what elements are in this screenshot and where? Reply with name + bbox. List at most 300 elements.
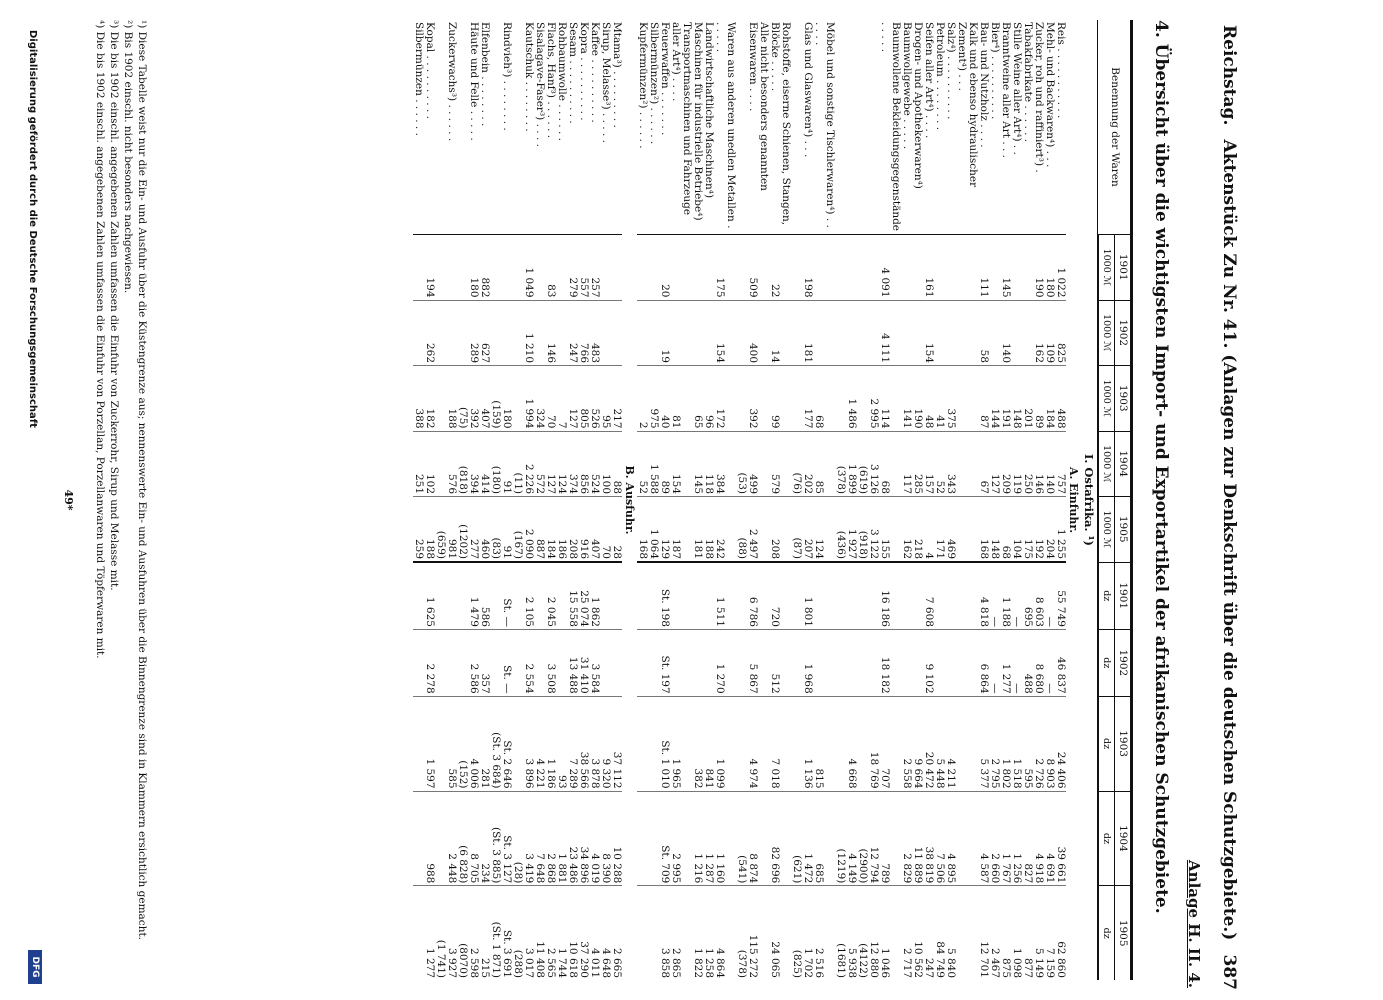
value-cell-mark: 184 [1044, 366, 1055, 432]
value-cell-mark: 285 [912, 431, 923, 497]
commodity-name: Sisalagave-Faser³) . . . . [534, 20, 545, 235]
value-cell-dz: 488 [1022, 629, 1033, 696]
value-cell-dz [736, 562, 747, 629]
value-cell-dz [611, 562, 622, 629]
commodity-name [512, 20, 523, 235]
value-cell-dz: — [989, 562, 1000, 629]
value-cell-mark: 202 [802, 431, 813, 497]
value-cell-dz: 8 874 [747, 791, 769, 886]
value-cell-dz: 10 618 [567, 886, 578, 980]
value-cell-dz: 18 182 [879, 629, 901, 696]
value-cell-dz: 595 [1022, 696, 1033, 791]
table-row [846, 20, 857, 980]
value-cell-dz [637, 886, 648, 980]
value-cell-dz: 7 289 [567, 696, 578, 791]
value-cell-dz [435, 791, 446, 886]
value-cell-dz: (St. 3 684) [490, 696, 501, 791]
value-cell-mark [692, 235, 703, 301]
value-cell-dz: 1 258 [703, 886, 714, 980]
value-cell-mark: 154 [923, 300, 934, 366]
value-cell-mark [457, 235, 468, 301]
value-cell-mark: 67 [978, 431, 989, 497]
value-cell-mark: 407 [479, 366, 490, 432]
value-cell-mark: 1 022 [1055, 235, 1066, 301]
commodity-name: Mehl- und Backwaren⁴) . . . [1044, 20, 1055, 235]
value-cell-mark: 1 994 [523, 366, 534, 432]
value-cell-mark: 2 [637, 366, 648, 432]
value-cell-dz [512, 629, 523, 696]
year-header: 1905 [1115, 886, 1132, 980]
value-cell-dz: 1 277 [424, 886, 435, 980]
value-cell-mark: (75) [457, 366, 468, 432]
value-cell-mark: 247 [567, 300, 578, 366]
value-cell-dz: 38 819 [923, 791, 934, 886]
commodity-name: Baumwollene Bekleidungsgegenstände . . . . . [879, 20, 901, 235]
table-row [791, 20, 802, 980]
value-cell-dz [835, 562, 846, 629]
value-cell-dz: 24 065 [769, 886, 791, 980]
value-cell-dz: 31 410 [578, 629, 589, 696]
value-cell-mark: 187 [670, 497, 692, 563]
value-cell-dz: (152) [457, 696, 468, 791]
value-cell-mark [435, 300, 446, 366]
value-cell-dz: 827 [1022, 791, 1033, 886]
value-cell-dz [600, 629, 611, 696]
value-cell-mark [846, 300, 857, 366]
value-cell-dz: 1 744 [556, 886, 567, 980]
value-cell-mark: 259 [413, 497, 424, 563]
value-cell-mark: 414 [479, 431, 490, 497]
value-cell-mark: 981 [446, 497, 457, 563]
table-row [956, 20, 978, 980]
value-cell-mark [534, 300, 545, 366]
value-cell-mark: 22 [769, 235, 791, 301]
value-cell-dz: 15 558 [567, 562, 578, 629]
value-cell-dz: 1 216 [692, 791, 703, 886]
value-cell-dz: 7 506 [934, 791, 945, 886]
value-cell-dz: 3 927 [446, 886, 457, 980]
value-cell-mark [857, 366, 868, 432]
value-cell-mark [611, 235, 622, 301]
value-cell-mark: 91 [501, 497, 512, 563]
value-cell-mark: 88 [611, 431, 622, 497]
value-cell-dz: (1219) [835, 791, 846, 886]
header-center: Aktenstück Zu Nr. 41. (Anlagen zur Denkschrift über die deutschen Schutzgebiete.) [1219, 139, 1239, 941]
value-cell-mark: 277 [468, 497, 479, 563]
value-cell-dz: 8 680 [1033, 629, 1044, 696]
value-cell-mark [934, 300, 945, 366]
value-cell-mark: 188 [446, 366, 457, 432]
commodity-name [868, 20, 879, 235]
value-cell-mark [1022, 235, 1033, 301]
commodity-name: Petroleum . . . . . . . . [934, 20, 945, 235]
value-cell-mark [648, 235, 659, 301]
value-cell-dz: 247 [923, 886, 934, 980]
value-cell-mark [556, 300, 567, 366]
value-cell-dz [446, 629, 457, 696]
value-cell-dz [637, 696, 648, 791]
value-cell-mark [600, 235, 611, 301]
value-cell-mark: 392 [747, 366, 769, 432]
value-cell-mark: 374 [567, 431, 578, 497]
value-cell-dz: 2 865 [670, 886, 692, 980]
value-cell-mark [912, 235, 923, 301]
unit-header: 1000 ℳ [1098, 366, 1115, 432]
commodity-name: Glas und Glaswaren⁴) . . . [802, 20, 813, 235]
commodity-name [846, 20, 857, 235]
value-cell-dz [413, 791, 424, 886]
value-cell-mark: 207 [802, 497, 813, 563]
value-cell-dz: 5 867 [747, 629, 769, 696]
value-cell-mark: 127 [545, 431, 556, 497]
value-cell-dz: 1 472 [802, 791, 813, 886]
value-cell-dz: 4 006 [468, 696, 479, 791]
value-cell-dz: 4 149 [846, 791, 857, 886]
value-cell-dz: 24 406 [1055, 696, 1066, 791]
value-cell-mark: 343 [945, 431, 956, 497]
value-cell-mark: 1 588 [648, 431, 659, 497]
unit-header: 1000 ℳ [1098, 497, 1115, 563]
value-cell-dz [556, 629, 567, 696]
commodity-name: Häute und Felle . . . . . [468, 20, 479, 235]
value-cell-dz: 2 598 [468, 886, 479, 980]
table-row [703, 20, 714, 980]
year-header: 1903 [1115, 366, 1132, 432]
table-row [736, 20, 747, 980]
value-cell-dz: (1 741) [435, 886, 446, 980]
commodity-name: Zuckerwachs³) . . . . . . [446, 20, 457, 235]
value-cell-dz: 4 974 [747, 696, 769, 791]
unit-header: dz [1098, 791, 1115, 886]
value-cell-mark [868, 300, 879, 366]
value-cell-mark: (53) [736, 431, 747, 497]
value-cell-dz [791, 696, 802, 791]
value-cell-mark: 65 [692, 366, 703, 432]
value-cell-dz: (28) [512, 791, 523, 886]
value-cell-dz [648, 629, 659, 696]
commodity-name: Silbermünzen . . . . . . [413, 20, 424, 235]
value-cell-dz: 1 256 [1011, 791, 1022, 886]
value-cell-mark: 4 111 [879, 300, 901, 366]
value-cell-dz: 9 320 [600, 696, 611, 791]
table-row [501, 20, 512, 980]
commodity-name: Alle nicht besonders genannten Eisenwaren . . . . [747, 20, 769, 235]
value-cell-mark [413, 300, 424, 366]
table-row [670, 20, 692, 980]
value-cell-mark: (76) [791, 431, 802, 497]
value-cell-dz [857, 629, 868, 696]
commodity-name: Sesam . . . . . . . . . . [567, 20, 578, 235]
value-cell-dz: 695 [1022, 562, 1033, 629]
value-cell-mark: 324 [534, 366, 545, 432]
value-cell-mark: 250 [1022, 431, 1033, 497]
value-cell-dz: — [1011, 629, 1022, 696]
value-cell-dz [413, 886, 424, 980]
value-cell-mark [611, 300, 622, 366]
value-cell-dz: 62 860 [1055, 886, 1066, 980]
value-cell-dz: St. 197 [659, 629, 670, 696]
value-cell-dz: 1 702 [802, 886, 813, 980]
value-cell-dz [868, 562, 879, 629]
value-cell-mark: 887 [534, 497, 545, 563]
value-cell-dz: 1 965 [670, 696, 692, 791]
commodity-name: Feuerwaffen . . . . . . . [659, 20, 670, 235]
value-cell-dz: 3 584 [589, 629, 600, 696]
value-cell-dz [435, 562, 446, 629]
value-cell-dz [692, 629, 703, 696]
value-cell-mark [637, 235, 648, 301]
year-header: 1901 [1115, 235, 1132, 301]
value-cell-dz: 2 105 [523, 562, 534, 629]
value-cell-mark: 217 [611, 366, 622, 432]
value-cell-dz: 2 995 [670, 791, 692, 886]
value-cell-dz: St. 3 691 [501, 886, 512, 980]
value-cell-dz: (541) [736, 791, 747, 886]
value-cell-mark: 172 [714, 366, 736, 432]
value-cell-mark: 190 [1033, 235, 1044, 301]
value-cell-mark: 155 [879, 497, 901, 563]
value-cell-mark [648, 300, 659, 366]
value-cell-mark: 181 [802, 300, 813, 366]
value-cell-mark: 52 [637, 431, 648, 497]
value-cell-dz: 3 017 [523, 886, 534, 980]
value-cell-dz [446, 562, 457, 629]
table-row [835, 20, 846, 980]
value-cell-mark: 3 122 [868, 497, 879, 563]
value-cell-dz: 4 691 [1044, 791, 1055, 886]
value-cell-dz: 4 895 [945, 791, 956, 886]
value-cell-dz: 1 046 [879, 886, 901, 980]
value-cell-mark: 191 [1000, 366, 1011, 432]
value-cell-mark: 182 [424, 366, 435, 432]
year-header-row [1115, 20, 1132, 980]
value-cell-dz: 13 488 [567, 629, 578, 696]
value-cell-mark: 52 [934, 431, 945, 497]
value-cell-mark [835, 366, 846, 432]
value-cell-mark [670, 300, 692, 366]
value-cell-mark [736, 300, 747, 366]
value-cell-dz: 34 896 [578, 791, 589, 886]
value-cell-dz: — [1044, 629, 1055, 696]
value-cell-mark: 111 [978, 235, 989, 301]
value-cell-dz: (621) [791, 791, 802, 886]
value-cell-mark [692, 300, 703, 366]
value-cell-mark [901, 235, 912, 301]
value-cell-dz: — [1044, 562, 1055, 629]
value-cell-dz: 3 508 [545, 629, 556, 696]
value-cell-dz [611, 629, 622, 696]
value-cell-mark: 19 [659, 300, 670, 366]
value-cell-mark: 3 126 [868, 431, 879, 497]
value-cell-mark: 180 [1044, 235, 1055, 301]
value-cell-dz: (288) [512, 886, 523, 980]
value-cell-mark: 1 255 [1055, 497, 1066, 563]
value-cell-mark [512, 300, 523, 366]
value-cell-dz: 1 511 [714, 562, 736, 629]
value-cell-mark [490, 300, 501, 366]
table-row [637, 20, 648, 980]
value-cell-mark: 208 [769, 497, 791, 563]
year-header: 1904 [1115, 431, 1132, 497]
commodity-name: Landwirtschaftliche Maschinen⁴) [703, 20, 714, 235]
table-row [989, 20, 1000, 980]
commodity-name [791, 20, 802, 235]
value-cell-dz: 1 188 [1000, 562, 1011, 629]
table-row [611, 20, 622, 980]
year-header: 1904 [1115, 791, 1132, 886]
value-cell-mark: 194 [424, 235, 435, 301]
appendix-label: Anlage H. II. 4. [1185, 860, 1203, 988]
value-cell-dz: 1 881 [556, 791, 567, 886]
value-cell-mark [791, 300, 802, 366]
value-cell-dz: St. — [501, 629, 512, 696]
value-cell-dz [956, 791, 978, 886]
value-cell-mark: 175 [714, 235, 736, 301]
value-cell-dz: 1 597 [424, 696, 435, 791]
value-cell-mark: 375 [945, 366, 956, 432]
value-cell-dz: St. 198 [659, 562, 670, 629]
value-cell-dz: 3 419 [523, 791, 534, 886]
value-cell-mark: 4 [923, 497, 934, 563]
value-cell-dz: 357 [479, 629, 490, 696]
value-cell-dz: 2 717 [901, 886, 912, 980]
value-cell-dz [835, 629, 846, 696]
value-cell-dz: 25 074 [578, 562, 589, 629]
value-cell-dz: 2 795 [989, 696, 1000, 791]
value-cell-dz: 46 837 [1055, 629, 1066, 696]
trade-table [413, 20, 1133, 980]
value-cell-mark: 1 210 [523, 300, 534, 366]
table-row [578, 20, 589, 980]
value-cell-mark: 81 [670, 366, 692, 432]
value-cell-dz [413, 629, 424, 696]
value-cell-dz: 12 794 [868, 791, 879, 886]
value-cell-dz: 4 864 [714, 886, 736, 980]
table-row [1011, 20, 1022, 980]
value-cell-dz [956, 562, 978, 629]
value-cell-mark: 499 [747, 431, 769, 497]
value-cell-dz: 4 668 [846, 696, 857, 791]
value-cell-dz: 1 767 [1000, 791, 1011, 886]
value-cell-mark [835, 235, 846, 301]
commodity-name: Sirup, Melasse³) . . . . . [600, 20, 611, 235]
value-cell-mark: 805 [578, 366, 589, 432]
value-cell-mark: 916 [578, 497, 589, 563]
year-header: 1903 [1115, 696, 1132, 791]
value-cell-dz [490, 562, 501, 629]
value-cell-dz: 234 [479, 791, 490, 886]
value-cell-mark: 526 [589, 366, 600, 432]
table-row [923, 20, 934, 980]
value-cell-dz: 10 562 [912, 886, 923, 980]
value-cell-mark: 40 [659, 366, 670, 432]
value-cell-mark: 7 [556, 366, 567, 432]
value-cell-mark: (83) [490, 497, 501, 563]
value-cell-dz: 4 918 [1033, 791, 1044, 886]
unit-header: dz [1098, 886, 1115, 980]
value-cell-mark: 384 [714, 431, 736, 497]
value-cell-mark: 257 [589, 235, 600, 301]
value-cell-dz [637, 562, 648, 629]
value-cell-mark: 175 [1022, 497, 1033, 563]
value-cell-mark: (659) [435, 497, 446, 563]
unit-header: 1000 ℳ [1098, 431, 1115, 497]
commodity-name: Transportmaschinen und Fahrzeuge aller Art⁴) . . . . [670, 20, 692, 235]
value-cell-mark [956, 366, 978, 432]
value-cell-mark: 41 [934, 366, 945, 432]
value-cell-mark: 102 [424, 431, 435, 497]
table-title: 4. Übersicht über die wichtigsten Import- und Exportartikel der afrikanischen Schutzgebiete. [1151, 20, 1171, 914]
region-title-row [1081, 20, 1098, 980]
value-cell-mark: 188 [424, 497, 435, 563]
footnote: ¹) Diese Tabelle weist nur die Ein- und Ausfuhr über die Küstengrenze aus; nennenswerte Ein- und Ausfuhren über die Binnengrenze sind in Klammern ersichtlich gemacht. [136, 20, 148, 941]
value-cell-mark: 144 [989, 366, 1000, 432]
value-cell-dz: 4 211 [945, 696, 956, 791]
value-cell-mark: 766 [578, 300, 589, 366]
value-cell-dz [835, 696, 846, 791]
value-cell-dz [846, 629, 857, 696]
value-cell-mark [413, 235, 424, 301]
header-page-number: 387 [1219, 954, 1239, 990]
value-cell-mark: 124 [813, 497, 835, 563]
value-cell-mark: (918) [857, 497, 868, 563]
value-cell-dz: 215 [479, 886, 490, 980]
table-row [769, 20, 791, 980]
value-cell-mark: 83 [545, 235, 556, 301]
value-cell-dz [600, 562, 611, 629]
value-cell-mark: 95 [600, 366, 611, 432]
value-cell-mark [1022, 300, 1033, 366]
table-row [659, 20, 670, 980]
value-cell-dz: 2 045 [545, 562, 556, 629]
table-row [424, 20, 435, 980]
value-cell-mark: 1 064 [648, 497, 659, 563]
section-title-row [622, 20, 637, 980]
value-cell-dz: 1 625 [424, 562, 435, 629]
value-cell-dz: St. 709 [659, 791, 670, 886]
value-cell-mark [934, 235, 945, 301]
value-cell-dz: 2 448 [446, 791, 457, 886]
value-cell-dz: 2 868 [545, 791, 556, 886]
value-cell-dz [457, 562, 468, 629]
footnote: ³) Die bis 1902 einschl. angegebenen Zahlen umfassen die Einfuhr von Zuckerrohr, Sirup und Melasse mit. [108, 20, 120, 591]
header-left: Reichstag. [1219, 25, 1239, 126]
value-cell-mark [435, 431, 446, 497]
commodity-name: Kautschuk . . . . . . . . [523, 20, 534, 235]
value-cell-mark: 70 [600, 497, 611, 563]
value-cell-dz: 1 136 [802, 696, 813, 791]
value-cell-dz: 84 749 [934, 886, 945, 980]
value-cell-mark: 184 [545, 497, 556, 563]
value-cell-mark [512, 235, 523, 301]
value-cell-mark: 161 [923, 235, 934, 301]
value-cell-dz: 2 586 [468, 629, 479, 696]
value-cell-dz: 82 696 [769, 791, 791, 886]
commodity-name: Zucker, roh und raffiniert³) . [1033, 20, 1044, 235]
value-cell-dz: 512 [769, 629, 791, 696]
unit-header: 1000 ℳ [1098, 300, 1115, 366]
value-cell-dz: 2 467 [989, 886, 1000, 980]
value-cell-mark: (436) [835, 497, 846, 563]
value-cell-dz: St. 3 127 [501, 791, 512, 886]
value-cell-mark [534, 235, 545, 301]
value-cell-mark [703, 300, 714, 366]
value-cell-dz: 5 448 [934, 696, 945, 791]
value-cell-mark [868, 235, 879, 301]
table-row [802, 20, 813, 980]
value-cell-dz [857, 696, 868, 791]
value-cell-dz [637, 629, 648, 696]
